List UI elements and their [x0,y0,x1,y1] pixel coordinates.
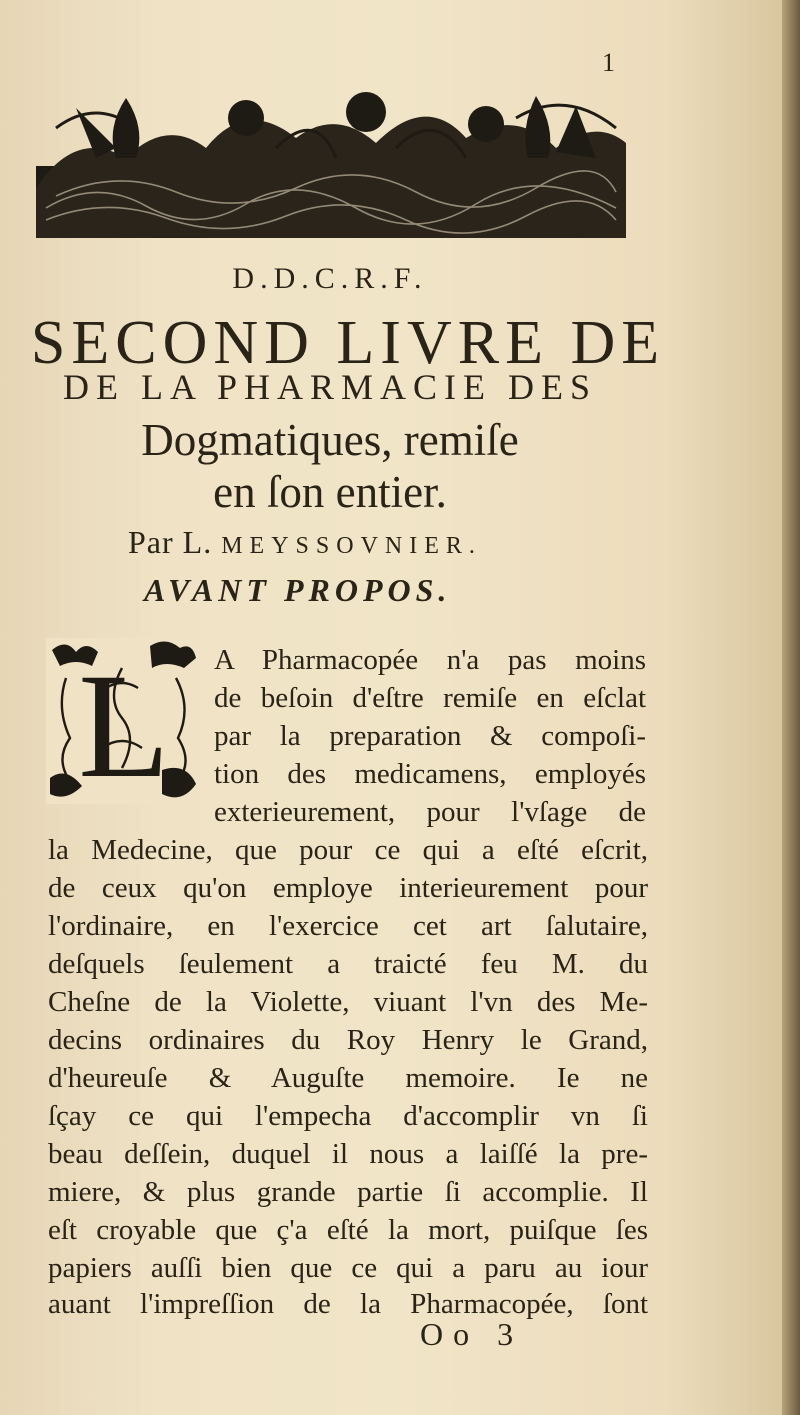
body-text-line: eſt croyable que ç'a eſté la mort, puiſque ſes [48,1214,648,1246]
body-text-line: d'heureuſe & Auguſte memoire. Ie ne [48,1062,648,1094]
body-text-line: exterieurement, pour l'vſage de [214,796,646,828]
body-text-line: ſçay ce qui l'empecha d'accomplir vn ſi [48,1100,648,1132]
body-text-line: beau deſſein, duquel il nous a laiſſé la pre- [48,1138,648,1170]
body-text-line: miere, & plus grande partie ſi accomplie. Il [48,1176,648,1208]
page-number: 1 [602,48,615,77]
svg-text:L: L [78,643,170,804]
title-line-2: DE LA PHARMACIE DES [62,367,598,407]
section-heading: AVANT PROPOS. [144,572,452,608]
body-text-line: Cheſne de la Violette, viuant l'vn des Me- [48,986,648,1018]
signature-mark: Oo 3 [420,1316,524,1352]
body-text-line: A Pharmacopée n'a pas moins [214,644,646,676]
author-prefix: Par L. [128,524,213,560]
body-text-line: l'ordinaire, en l'exercice cet art ſalutaire, [48,910,648,942]
body-text-line: decins ordinaires du Roy Henry le Grand, [48,1024,648,1056]
body-text-line: par la preparation & compoſi- [214,720,646,752]
body-text-line: tion des medicamens, employés [214,758,646,790]
decorated-initial [46,638,198,804]
body-text-line: la Medecine, que pour ce qui a eſté eſcrit, [48,834,648,866]
body-text-line: deſquels ſeulement a traicté feu M. du [48,948,648,980]
title-line-3: Dogmatiques, remiſe [141,415,519,465]
body-text-line: de ceux qu'on employe interieurement pour [48,872,648,904]
body-text-line: de beſoin d'eſtre remiſe en eſclat [214,682,646,714]
ornamental-headpiece [36,88,626,238]
title-line-1: SECOND LIVRE DE [30,309,666,377]
author-name: MEYSSOVNIER. [221,533,482,559]
initials-line: D.D.C.R.F. [232,262,428,295]
title-line-4: en ſon entier. [213,467,447,517]
body-text-line: papiers auſſi bien que ce qui a paru au iour [48,1252,648,1284]
author-line [128,524,482,561]
body-text-line: auant l'impreſſion de la Pharmacopée, ſont [48,1288,648,1320]
